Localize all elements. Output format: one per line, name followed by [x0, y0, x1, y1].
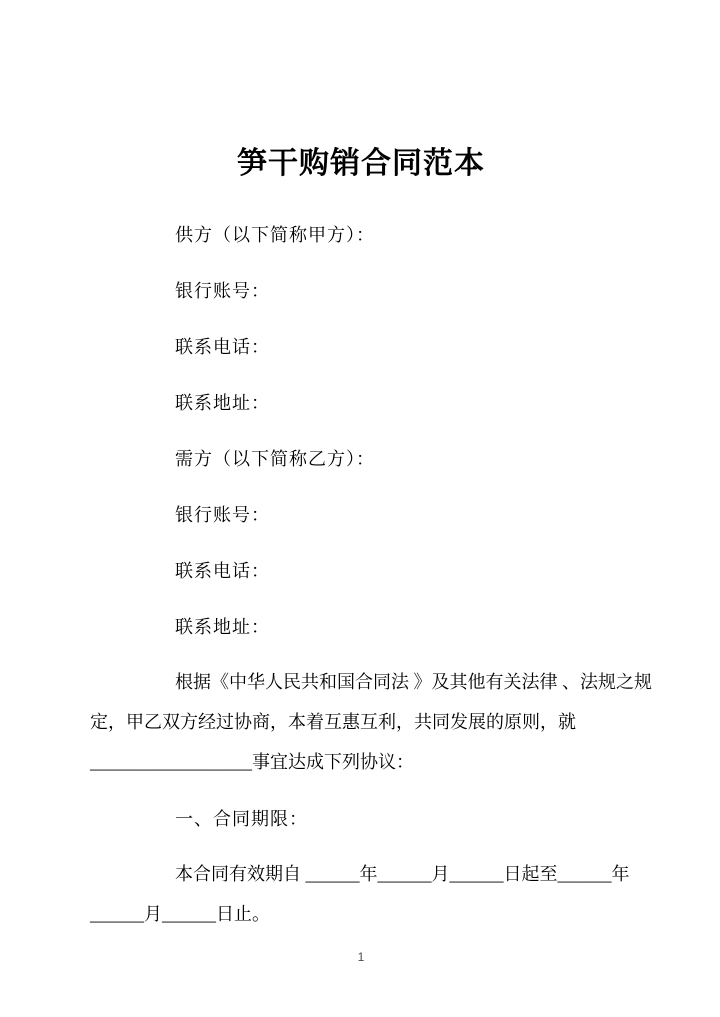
preamble-line-3: __________________事宜达成下列协议： [90, 752, 414, 772]
preamble-paragraph [90, 662, 652, 782]
party-b-name-line: 需方（以下简称乙方）： [175, 449, 375, 469]
preamble-line-2: 定，甲乙双方经过协商，本着互惠互利，共同发展的原则，就 [90, 712, 576, 732]
section-1-term-paragraph [90, 854, 632, 934]
page-number: 1 [357, 950, 365, 964]
party-b-bank-account-line: 银行账号： [175, 505, 270, 525]
party-b-phone-line: 联系电话： [175, 561, 270, 581]
party-a-address-line: 联系地址： [175, 393, 270, 413]
section-1-heading: 一、合同期限： [175, 809, 308, 829]
document-title: 笋干购销合同范本 [237, 147, 485, 180]
section-1-term-line-1: 本合同有效期自 ______年______月______日起至______年 [175, 864, 630, 884]
party-a-bank-account-line: 银行账号： [175, 281, 270, 301]
party-b-address-line: 联系地址： [175, 617, 270, 637]
preamble-line-1: 根据《中华人民共和国合同法 》及其他有关法律 、法规之规 [175, 672, 652, 692]
party-a-phone-line: 联系电话： [175, 337, 270, 357]
section-1-term-line-2: ______月______日止。 [90, 904, 270, 924]
party-a-name-line: 供方（以下简称甲方）： [175, 225, 375, 245]
